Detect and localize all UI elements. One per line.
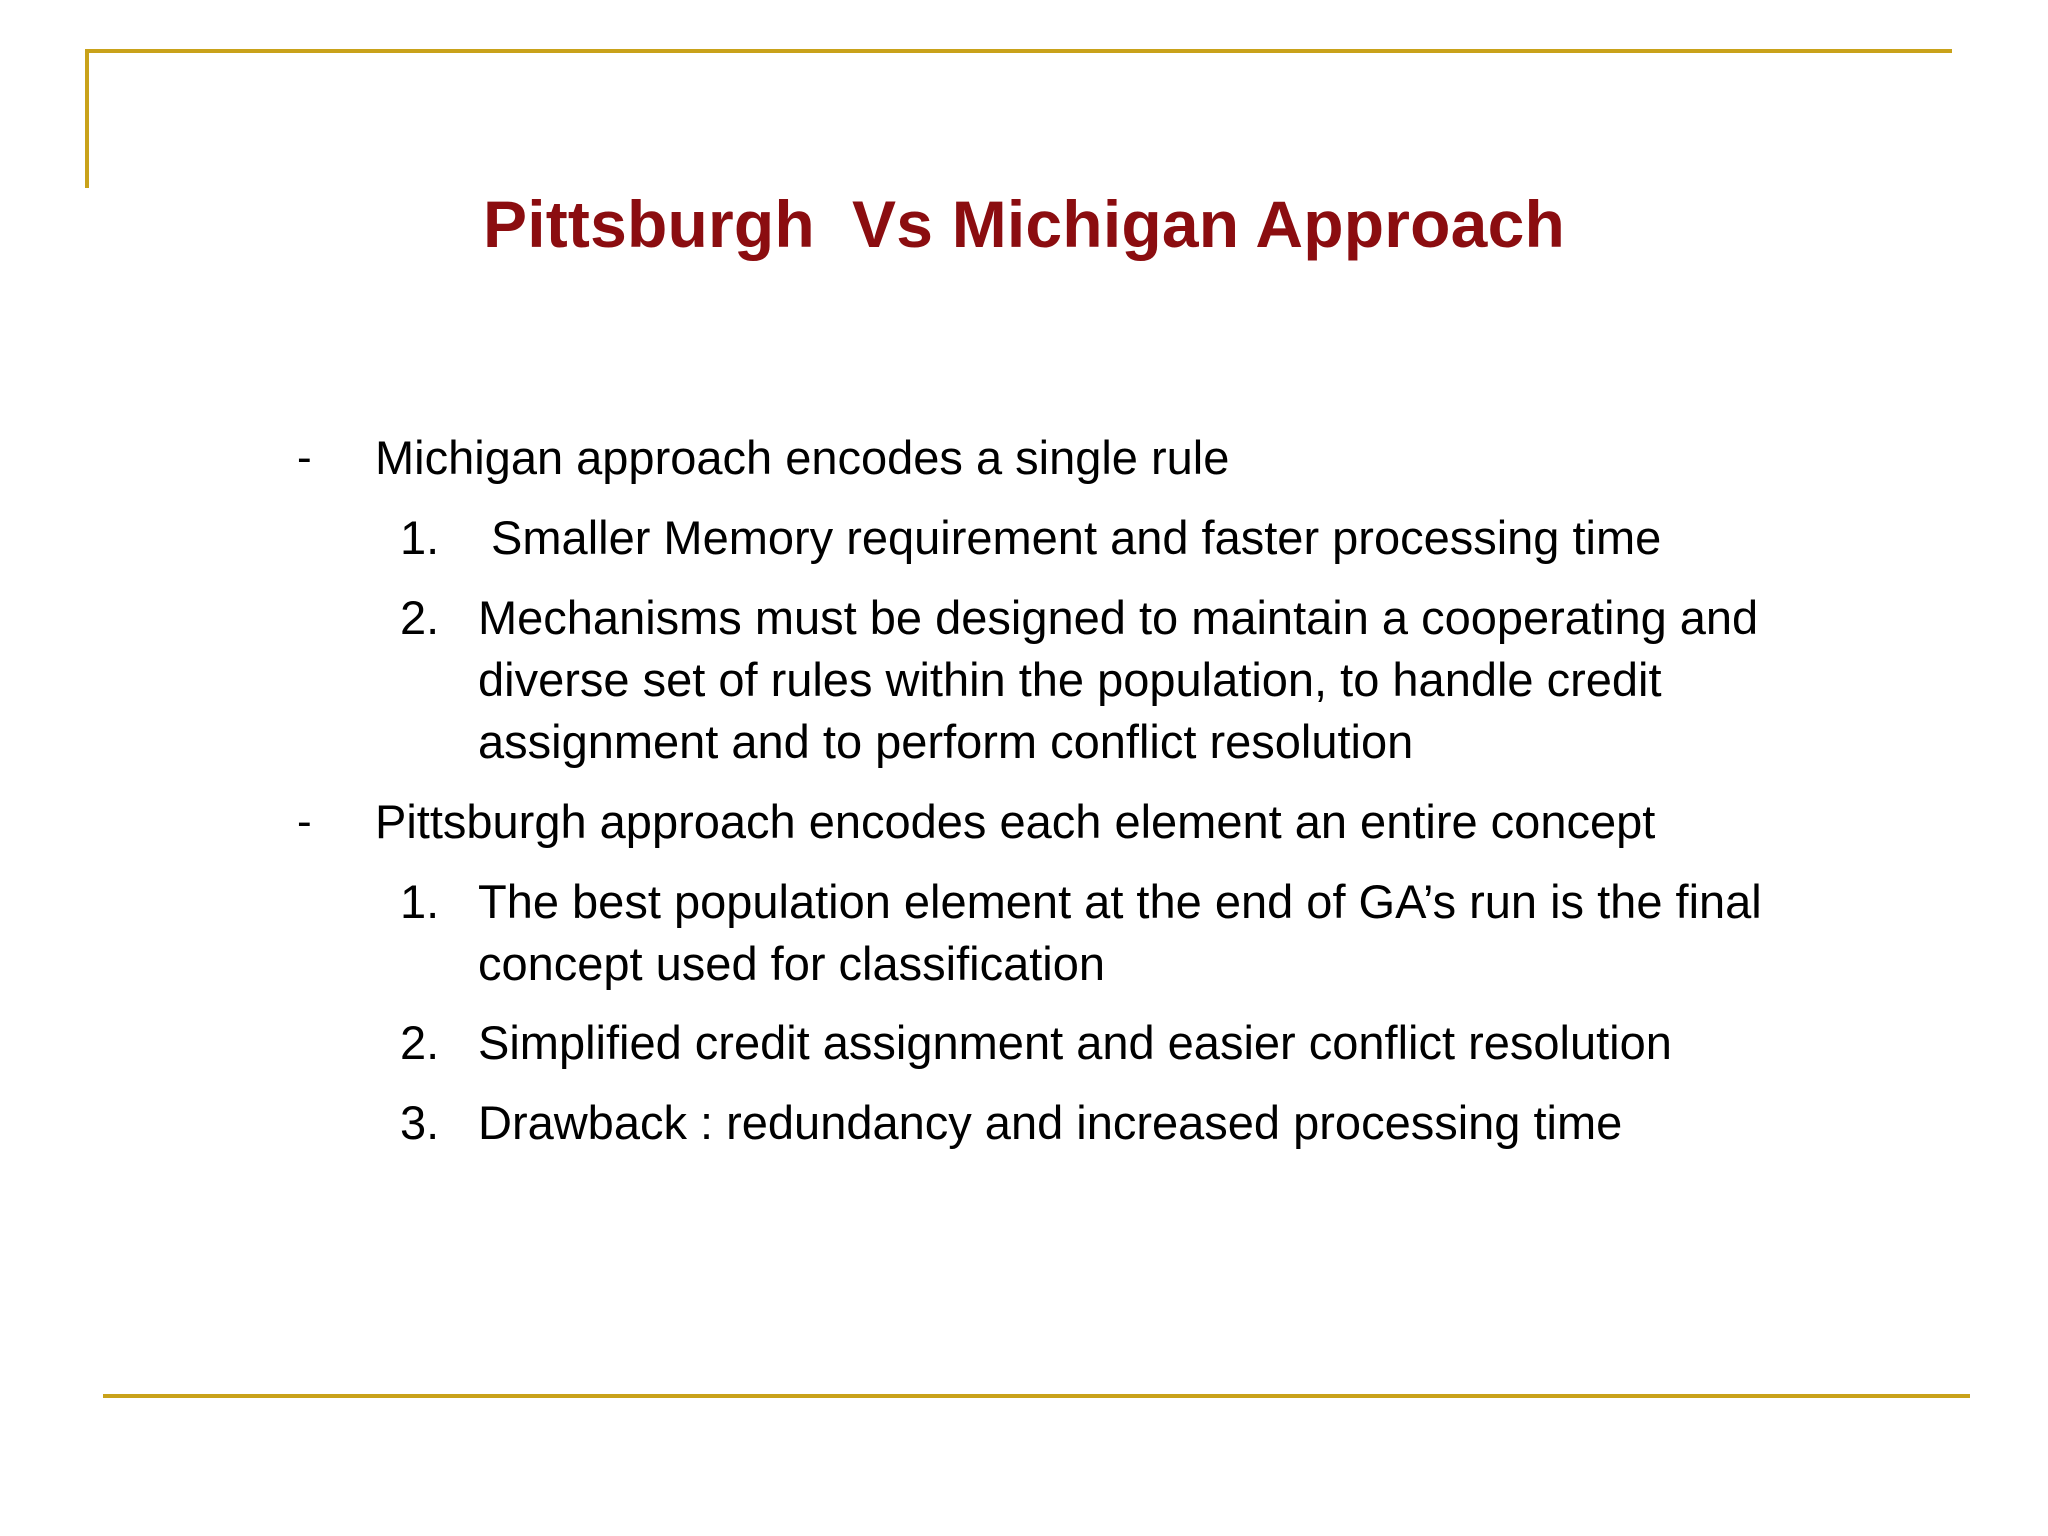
list-item-number: 2.	[400, 1016, 440, 1069]
left-border-rule	[85, 49, 89, 188]
list-item-number: 1.	[400, 875, 440, 928]
list-item-text: Mechanisms must be designed to maintain a cooperating and	[478, 591, 1759, 644]
list-item-text: Simplified credit assignment and easier conflict resolution	[478, 1016, 1672, 1069]
list-item-number: 2.	[400, 591, 440, 644]
bottom-border-rule	[103, 1394, 1970, 1398]
slide-title: Pittsburgh Vs Michigan Approach	[482, 187, 1566, 261]
list-item-text: Smaller Memory requirement and faster processing time	[478, 511, 1662, 564]
top-border-rule	[85, 49, 1952, 53]
list-item-text: assignment and to perform conflict resolution	[478, 715, 1414, 768]
list-item-text: concept used for classification	[478, 937, 1105, 990]
section-dash-marker: -	[297, 433, 312, 482]
list-item-text: The best population element at the end of GA’s run is the final	[478, 875, 1762, 928]
section-heading-pittsburgh: Pittsburgh approach encodes each element an entire concept	[375, 795, 1656, 848]
section-dash-marker: -	[297, 797, 312, 846]
list-item-number: 3.	[400, 1096, 440, 1149]
list-item-text: Drawback : redundancy and increased processing time	[478, 1096, 1623, 1149]
list-item-number: 1.	[400, 511, 440, 564]
section-heading-michigan: Michigan approach encodes a single rule	[375, 431, 1230, 484]
list-item-text: diverse set of rules within the population, to handle credit	[478, 653, 1662, 706]
